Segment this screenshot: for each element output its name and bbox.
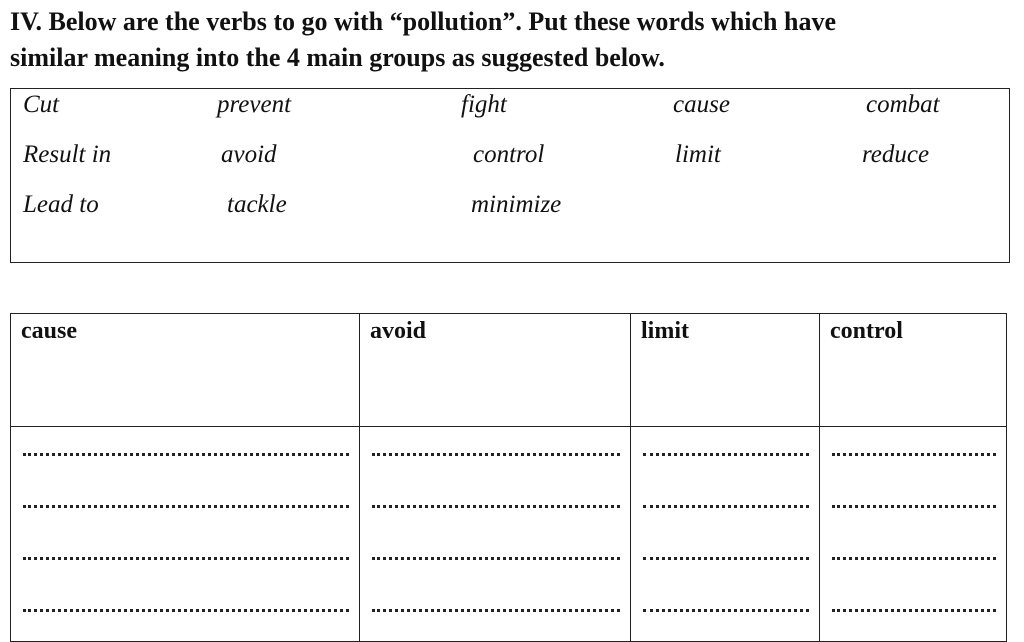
group-header-avoid: avoid <box>360 314 631 427</box>
groups-table <box>10 313 1007 642</box>
answer-cell-control <box>820 427 1007 642</box>
word-cut: Cut <box>23 91 60 118</box>
blank-line[interactable] <box>820 485 1006 537</box>
blank-line[interactable] <box>360 589 630 641</box>
heading-line-1: IV. Below are the verbs to go with “pollution”. Put these words which have <box>10 7 837 36</box>
group-header-control: control <box>820 314 1007 427</box>
word-minimize: minimize <box>471 191 562 218</box>
answer-cell-limit <box>631 427 820 642</box>
word-bank-box <box>10 88 1010 263</box>
word-fight: fight <box>461 91 507 118</box>
blank-line[interactable] <box>360 485 630 537</box>
word-control: control <box>473 141 545 168</box>
blank-line[interactable] <box>360 433 630 485</box>
blank-line[interactable] <box>631 485 819 537</box>
word-cause: cause <box>673 91 730 118</box>
word-combat: combat <box>866 91 940 118</box>
blank-line[interactable] <box>11 589 359 641</box>
blank-line[interactable] <box>631 433 819 485</box>
blank-line[interactable] <box>11 433 359 485</box>
blank-line[interactable] <box>631 537 819 589</box>
word-reduce: reduce <box>862 141 930 168</box>
groups-answer-row <box>11 427 1007 642</box>
heading-line-2: similar meaning into the 4 main groups as suggested below. <box>10 43 665 72</box>
blank-line[interactable] <box>631 589 819 641</box>
group-header-limit: limit <box>631 314 820 427</box>
answer-cell-cause <box>11 427 360 642</box>
answer-cell-avoid <box>360 427 631 642</box>
blank-line[interactable] <box>11 485 359 537</box>
blank-line[interactable] <box>820 433 1006 485</box>
blank-line[interactable] <box>11 537 359 589</box>
word-tackle: tackle <box>227 191 287 218</box>
groups-header-row <box>11 314 1007 427</box>
blank-line[interactable] <box>360 537 630 589</box>
blank-line[interactable] <box>820 537 1006 589</box>
word-avoid: avoid <box>221 141 277 168</box>
blank-line[interactable] <box>820 589 1006 641</box>
exercise-heading <box>10 4 1010 76</box>
word-limit: limit <box>675 141 721 168</box>
word-lead-to: Lead to <box>23 191 99 218</box>
word-prevent: prevent <box>217 91 292 118</box>
group-header-cause: cause <box>11 314 360 427</box>
word-result-in: Result in <box>23 141 112 168</box>
